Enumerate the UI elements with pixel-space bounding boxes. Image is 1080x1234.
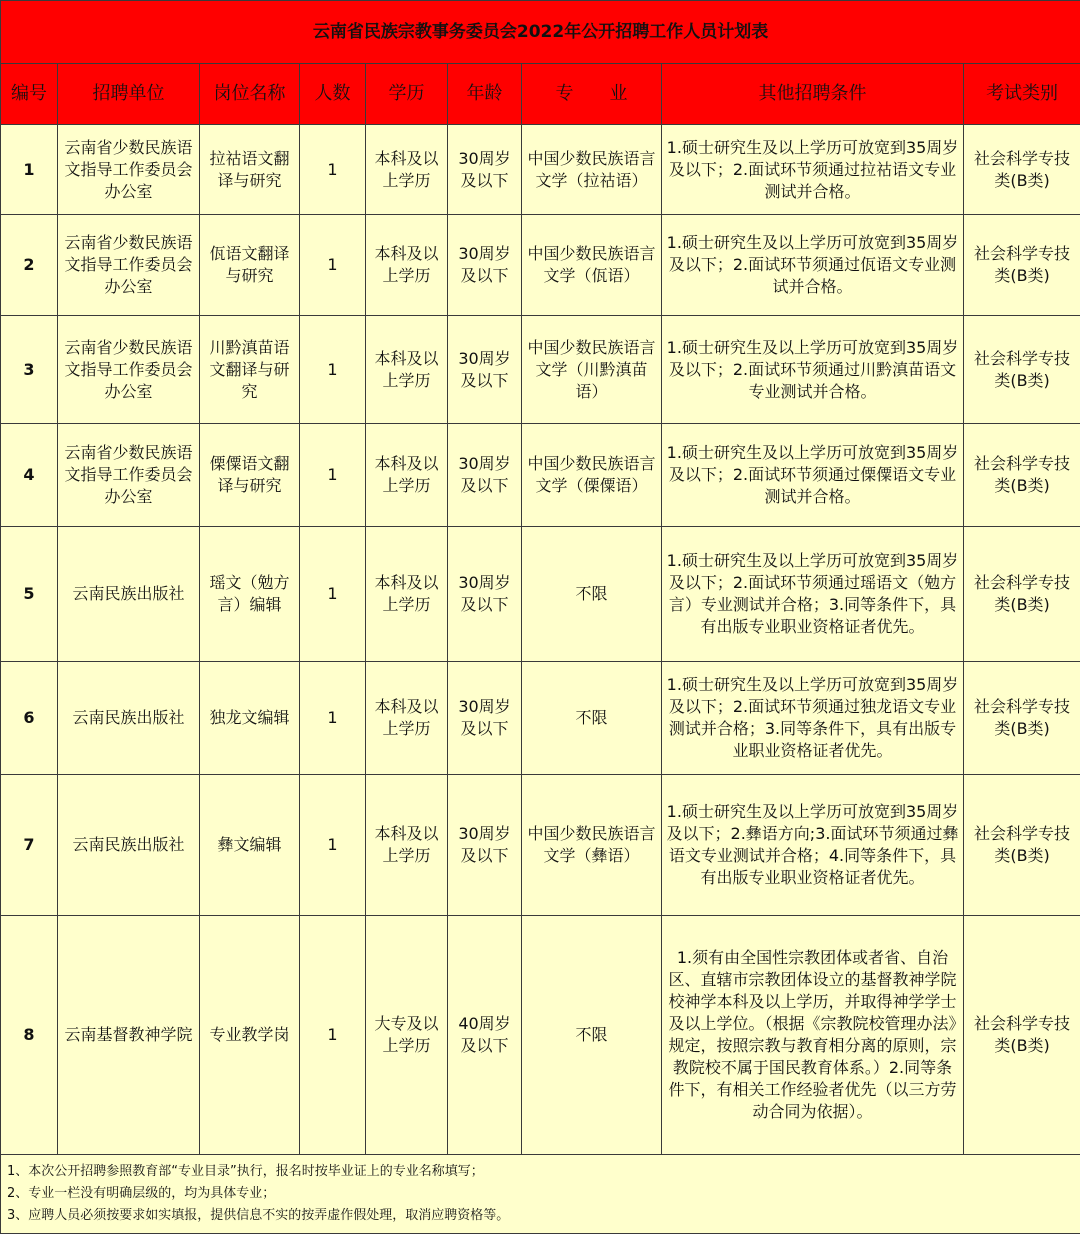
cell-count: 1 [300,215,366,316]
cell-age: 30周岁及以下 [448,424,522,527]
cell-other-conditions: 1.硕士研究生及以上学历可放宽到35周岁及以下；2.面试环节须通过傈僳语文专业测试并合格。 [662,424,964,527]
cell-position: 独龙文编辑 [200,662,300,775]
cell-age: 30周岁及以下 [448,662,522,775]
header-age: 年龄 [448,64,522,125]
table-row [1,775,1080,916]
cell-age: 30周岁及以下 [448,215,522,316]
title-row [1,1,1080,64]
cell-major: 中国少数民族语言文学（拉祜语） [522,125,662,215]
cell-age: 30周岁及以下 [448,775,522,916]
cell-exam-type: 社会科学专技类(B类) [964,424,1080,527]
cell-unit: 云南基督教神学院 [58,916,200,1155]
cell-other-conditions: 1.硕士研究生及以上学历可放宽到35周岁及以下；2.彝语方向;3.面试环节须通过彝语文专业测试并合格；4.同等条件下，具有出版专业职业资格证者优先。 [662,775,964,916]
cell-education: 本科及以上学历 [366,662,448,775]
cell-unit: 云南民族出版社 [58,527,200,662]
table-row [1,316,1080,424]
notes-cell [1,1155,1080,1234]
cell-education: 本科及以上学历 [366,125,448,215]
cell-education: 大专及以上学历 [366,916,448,1155]
cell-position: 傈僳语文翻译与研究 [200,424,300,527]
header-count: 人数 [300,64,366,125]
cell-age: 40周岁及以下 [448,916,522,1155]
table-row [1,916,1080,1155]
cell-major: 不限 [522,916,662,1155]
note-line: 1、本次公开招聘参照教育部“专业目录”执行，报名时按毕业证上的专业名称填写； [7,1161,1074,1183]
cell-count: 1 [300,316,366,424]
cell-education: 本科及以上学历 [366,316,448,424]
cell-other-conditions: 1.硕士研究生及以上学历可放宽到35周岁及以下；2.面试环节须通过拉祜语文专业测试并合格。 [662,125,964,215]
cell-major: 中国少数民族语言文学（川黔滇苗语） [522,316,662,424]
cell-position: 专业教学岗 [200,916,300,1155]
table-title: 云南省民族宗教事务委员会2022年公开招聘工作人员计划表 [1,1,1080,64]
note-line: 3、应聘人员必须按要求如实填报，提供信息不实的按弄虚作假处理，取消应聘资格等。 [7,1205,1074,1227]
cell-no: 3 [1,316,58,424]
cell-other-conditions: 1.硕士研究生及以上学历可放宽到35周岁及以下；2.面试环节须通过独龙语文专业测试并合格；3.同等条件下，具有出版专业职业资格证者优先。 [662,662,964,775]
cell-exam-type: 社会科学专技类(B类) [964,916,1080,1155]
cell-no: 7 [1,775,58,916]
cell-no: 1 [1,125,58,215]
cell-major: 不限 [522,662,662,775]
cell-no: 2 [1,215,58,316]
table-row [1,215,1080,316]
header-exam-type: 考试类别 [964,64,1080,125]
cell-education: 本科及以上学历 [366,215,448,316]
table-row [1,662,1080,775]
cell-exam-type: 社会科学专技类(B类) [964,215,1080,316]
header-row [1,64,1080,125]
header-major: 专 业 [522,64,662,125]
cell-unit: 云南民族出版社 [58,662,200,775]
cell-count: 1 [300,527,366,662]
cell-unit: 云南省少数民族语文指导工作委员会办公室 [58,424,200,527]
cell-position: 瑶文（勉方言）编辑 [200,527,300,662]
cell-other-conditions: 1.须有由全国性宗教团体或者省、自治区、直辖市宗教团体设立的基督教神学院校神学本科及以上学历，并取得神学学士及以上学位。（根据《宗教院校管理办法》规定，按照宗教与教育相分离的原则，宗教院校不属于国民教育体系。）2.同等条件下，有相关工作经验者优先（以三方劳动合同为依据）。 [662,916,964,1155]
cell-major: 中国少数民族语言文学（彝语） [522,775,662,916]
cell-major: 中国少数民族语言文学（傈僳语） [522,424,662,527]
cell-exam-type: 社会科学专技类(B类) [964,527,1080,662]
cell-major: 不限 [522,527,662,662]
cell-count: 1 [300,662,366,775]
cell-exam-type: 社会科学专技类(B类) [964,775,1080,916]
cell-exam-type: 社会科学专技类(B类) [964,662,1080,775]
cell-education: 本科及以上学历 [366,424,448,527]
cell-count: 1 [300,916,366,1155]
cell-unit: 云南省少数民族语文指导工作委员会办公室 [58,215,200,316]
notes-row [1,1155,1080,1234]
cell-other-conditions: 1.硕士研究生及以上学历可放宽到35周岁及以下；2.面试环节须通过川黔滇苗语文专业测试并合格。 [662,316,964,424]
cell-no: 8 [1,916,58,1155]
header-position: 岗位名称 [200,64,300,125]
cell-unit: 云南省少数民族语文指导工作委员会办公室 [58,125,200,215]
header-education: 学历 [366,64,448,125]
header-unit: 招聘单位 [58,64,200,125]
cell-no: 4 [1,424,58,527]
header-other-conditions: 其他招聘条件 [662,64,964,125]
cell-unit: 云南省少数民族语文指导工作委员会办公室 [58,316,200,424]
cell-other-conditions: 1.硕士研究生及以上学历可放宽到35周岁及以下；2.面试环节须通过佤语文专业测试并合格。 [662,215,964,316]
cell-position: 佤语文翻译与研究 [200,215,300,316]
cell-count: 1 [300,125,366,215]
cell-position: 川黔滇苗语文翻译与研究 [200,316,300,424]
cell-other-conditions: 1.硕士研究生及以上学历可放宽到35周岁及以下；2.面试环节须通过瑶语文（勉方言）专业测试并合格；3.同等条件下，具有出版专业职业资格证者优先。 [662,527,964,662]
cell-no: 5 [1,527,58,662]
cell-exam-type: 社会科学专技类(B类) [964,316,1080,424]
cell-no: 6 [1,662,58,775]
cell-major: 中国少数民族语言文学（佤语） [522,215,662,316]
cell-count: 1 [300,775,366,916]
cell-count: 1 [300,424,366,527]
table-row [1,424,1080,527]
table-row [1,527,1080,662]
cell-education: 本科及以上学历 [366,775,448,916]
cell-position: 拉祜语文翻译与研究 [200,125,300,215]
header-no: 编号 [1,64,58,125]
cell-age: 30周岁及以下 [448,527,522,662]
cell-education: 本科及以上学历 [366,527,448,662]
cell-age: 30周岁及以下 [448,125,522,215]
cell-age: 30周岁及以下 [448,316,522,424]
note-line: 2、专业一栏没有明确层级的，均为具体专业； [7,1183,1074,1205]
cell-position: 彝文编辑 [200,775,300,916]
cell-exam-type: 社会科学专技类(B类) [964,125,1080,215]
table-row [1,125,1080,215]
cell-unit: 云南民族出版社 [58,775,200,916]
